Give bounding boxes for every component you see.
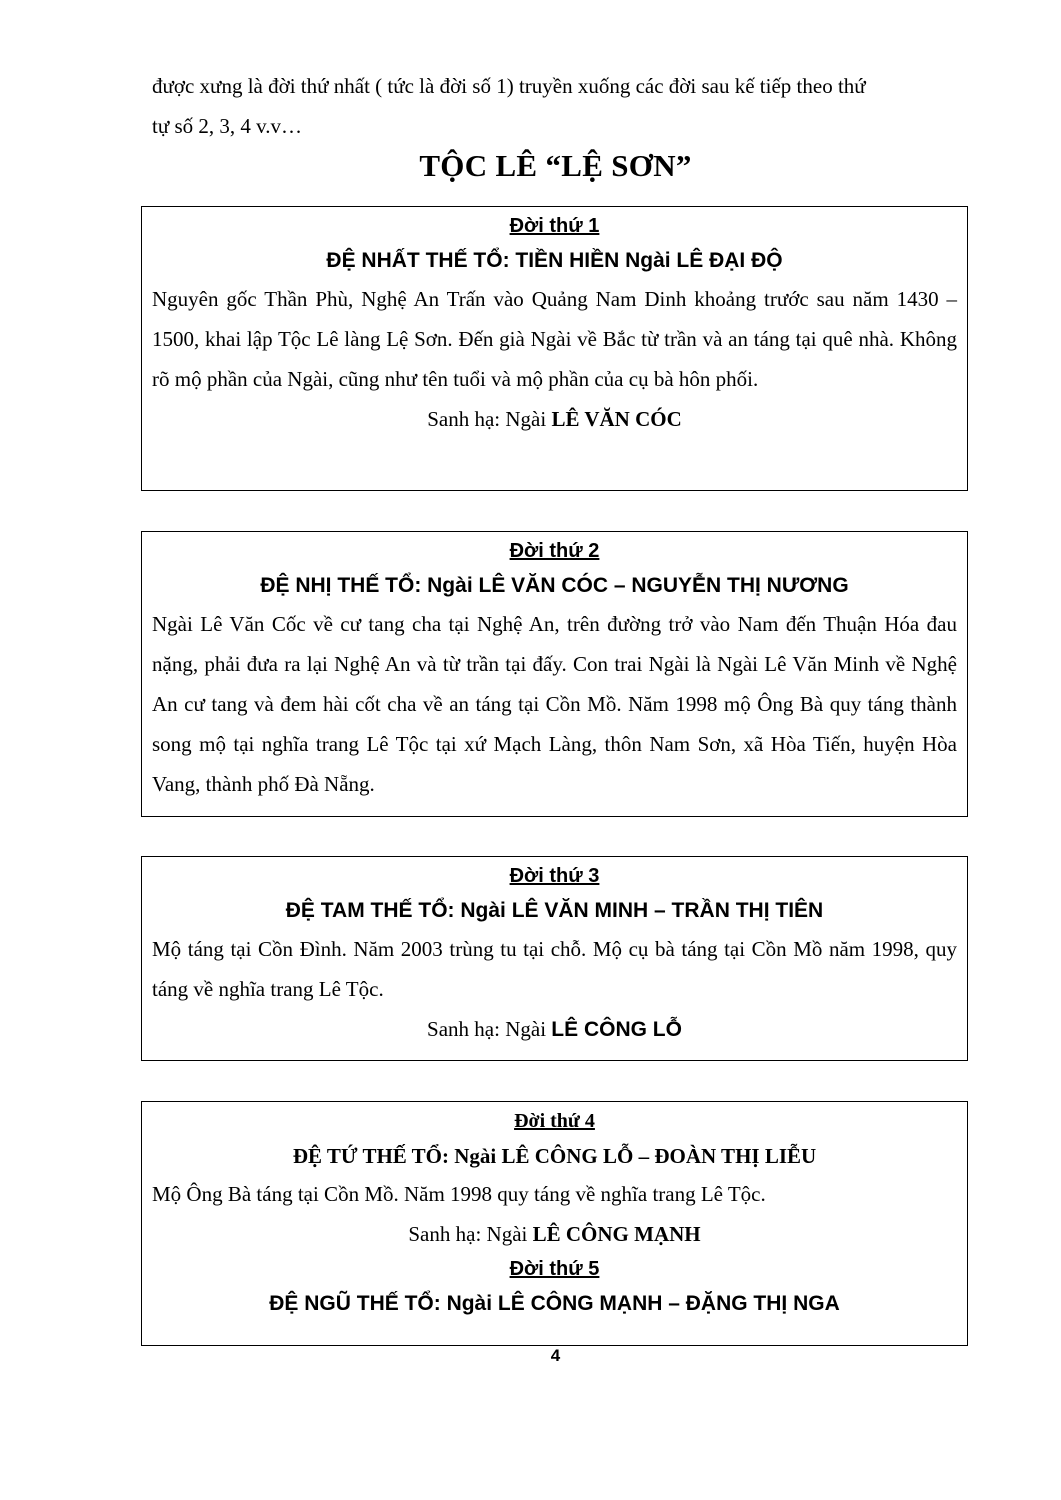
- generation-box-4: [141, 1101, 968, 1346]
- document-title: TỘC LÊ “LỆ SƠN”: [419, 148, 692, 183]
- generation-box-3: [141, 856, 968, 1061]
- intro-paragraph: [152, 66, 960, 146]
- offspring-label: Sanh hạ: Ngài: [427, 1017, 552, 1041]
- intro-line: tự số 2, 3, 4 v.v…: [152, 114, 303, 138]
- generation-description: Ngài Lê Văn Cốc về cư tang cha tại Nghệ An, trên đường trở vào Nam đến Thuận Hóa đau nặng, phải đưa ra lại Nghệ An và từ trần tại đấy. Con trai Ngài là Ngài Lê Văn Minh về Nghệ An cư tang và đem hài cốt cha về an táng tại Cồn Mồ. Năm 1998 mộ Ông Bà quy táng thành song mộ tại nghĩa trang Lê Tộc tại xứ Mạch Làng, thôn Nam Sơn, xã Hòa Tiến, huyện Hòa Vang, thành phố Đà Nẵng.: [152, 612, 957, 796]
- offspring-label: Sanh hạ: Ngài: [427, 407, 552, 431]
- generation-description: Mộ Ông Bà táng tại Cồn Mồ. Năm 1998 quy táng về nghĩa trang Lê Tộc.: [152, 1182, 766, 1206]
- offspring-name: LÊ CÔNG MẠNH: [532, 1222, 701, 1246]
- generation-heading: Đời thứ 1: [509, 215, 600, 237]
- generation-title: ĐỆ NHẤT THẾ TỔ: TIỀN HIỀN Ngài LÊ ĐẠI ĐỘ: [326, 249, 783, 272]
- generation-description: Nguyên gốc Thần Phù, Nghệ An Trấn vào Quảng Nam Dinh khoảng trước sau năm 1430 – 1500, khai lập Tộc Lê làng Lệ Sơn. Đến già Ngài về Bắc từ trần và an táng tại quê nhà. Không rõ mộ phần của Ngài, cũng như tên tuổi và mộ phần của cụ bà hôn phối.: [152, 287, 957, 391]
- offspring-label: Sanh hạ: Ngài: [408, 1222, 533, 1246]
- offspring-line: [152, 399, 957, 439]
- generation-title: ĐỆ TỨ THẾ TỔ: Ngài LÊ CÔNG LỖ – ĐOÀN THỊ LIỄU: [292, 1144, 817, 1168]
- generation-title: ĐỆ TAM THẾ TỔ: Ngài LÊ VĂN MINH – TRẦN THỊ TIÊN: [285, 899, 824, 922]
- generation-heading-5: Đời thứ 5: [509, 1258, 600, 1280]
- generation-title: ĐỆ NHỊ THẾ TỔ: Ngài LÊ VĂN CÓC – NGUYỄN THỊ NƯƠNG: [260, 574, 849, 597]
- offspring-line: [152, 1214, 957, 1254]
- generation-description: Mộ táng tại Cồn Đình. Năm 2003 trùng tu tại chỗ. Mộ cụ bà táng tại Cồn Mồ năm 1998, quy táng về nghĩa trang Lê Tộc.: [152, 937, 957, 1001]
- offspring-name: LÊ CÔNG LỖ: [551, 1018, 682, 1041]
- offspring-name: LÊ VĂN CÓC: [551, 407, 682, 431]
- generation-title-5: ĐỆ NGŨ THẾ TỔ: Ngài LÊ CÔNG MẠNH – ĐẶNG THỊ NGA: [269, 1292, 840, 1315]
- offspring-line: [152, 1009, 957, 1050]
- generation-heading: Đời thứ 3: [509, 865, 600, 887]
- generation-box-2: [141, 531, 968, 817]
- generation-heading: Đời thứ 2: [509, 540, 600, 562]
- generation-heading: Đời thứ 4: [514, 1110, 595, 1132]
- generation-box-1: [141, 206, 968, 491]
- intro-line: được xưng là đời thứ nhất ( tức là đời số 1) truyền xuống các đời sau kế tiếp theo thứ: [152, 74, 866, 98]
- page-number: 4: [550, 1346, 561, 1365]
